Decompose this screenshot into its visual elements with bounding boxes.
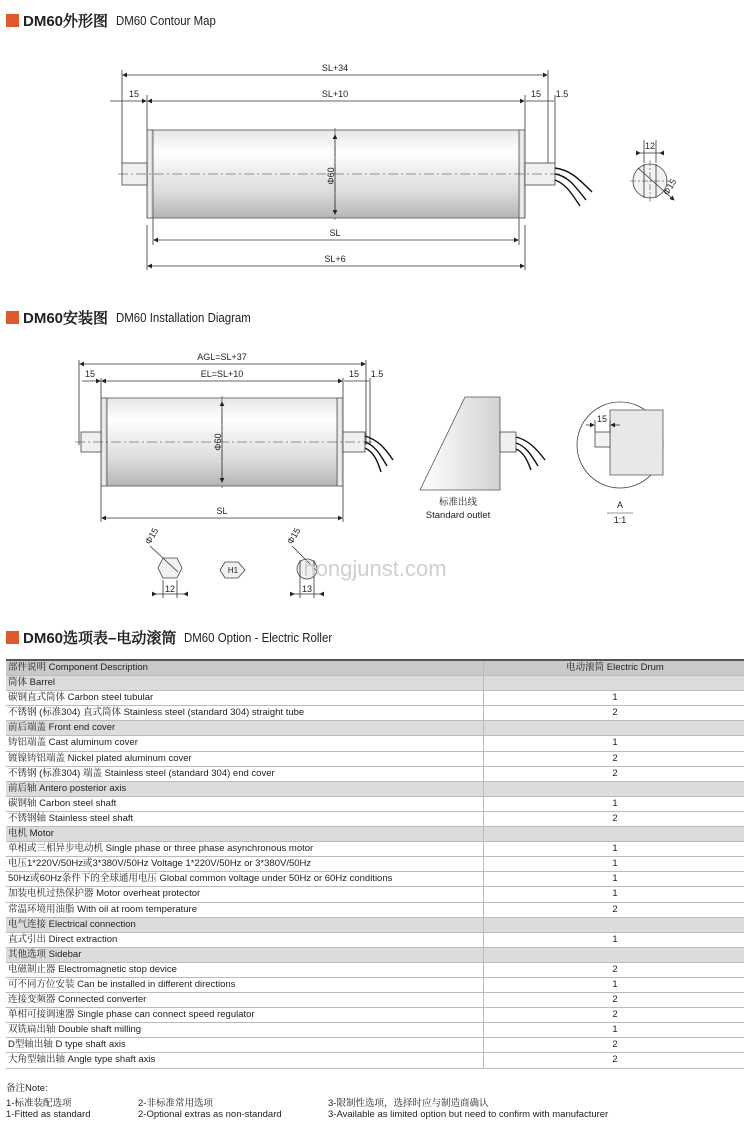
row-value: 2	[484, 993, 745, 1008]
section1-width: 12	[164, 584, 176, 594]
row-description: 单相或三相异步电动机 Single phase or three phase asynchronous motor	[6, 842, 484, 857]
table-row	[6, 962, 744, 977]
outlet-label-cn: 标准出线	[438, 497, 478, 508]
note-en-2: 2-Optional extras as non-standard	[138, 1109, 282, 1120]
row-value: 2	[484, 811, 745, 826]
dim-phi60: Φ60	[326, 167, 336, 185]
table-row	[6, 796, 744, 811]
table-group-row	[6, 917, 744, 932]
row-value: 2	[484, 902, 745, 917]
header-description: 部件说明 Component Description	[6, 660, 484, 676]
row-description: 不锈钢 (标准304) 直式筒体 Stainless steel (standard 304) straight tube	[6, 706, 484, 721]
table-row	[6, 691, 744, 706]
row-value: 2	[484, 1038, 745, 1053]
header-electric-drum: 电动滚筒 Electric Drum	[484, 660, 745, 676]
dim-sl6: SL+6	[324, 254, 346, 264]
detail-scale: 1:1	[613, 515, 627, 525]
row-description: 其他选项 Sidebar	[6, 947, 484, 962]
table-row	[6, 811, 744, 826]
row-description: 常温环境用油脂 With oil at room temperature	[6, 902, 484, 917]
section-title-en: DM60 Contour Map	[116, 13, 216, 28]
row-description: 筒体 Barrel	[6, 676, 484, 691]
table-row	[6, 736, 744, 751]
table-group-row	[6, 781, 744, 796]
row-value: 1	[484, 842, 745, 857]
table-row	[6, 857, 744, 872]
row-description: 电气连接 Electrical connection	[6, 917, 484, 932]
row-description: 大角型轴出轴 Angle type shaft axis	[6, 1053, 484, 1068]
row-description: 碳钢轴 Carbon steel shaft	[6, 796, 484, 811]
notes-title: 备注Note:	[6, 1083, 48, 1094]
section1-phi15: Φ15	[143, 526, 161, 546]
section-title-cn: DM60安装图	[23, 310, 109, 327]
section3-width: 13	[301, 584, 313, 594]
note-en-3: 3-Available as limited option but need to confirm with manufacturer	[328, 1109, 609, 1120]
row-description: 电压1*220V/50Hz或3*380V/50Hz Voltage 1*220V/50Hz or 3*380V/50Hz	[6, 857, 484, 872]
dim-sl: SL	[329, 228, 341, 238]
row-description: 电机 Motor	[6, 827, 484, 842]
dim-sl10: SL+10	[321, 89, 349, 99]
table-group-row	[6, 721, 744, 736]
table-group-row	[6, 827, 744, 842]
dim-phi60: Φ60	[213, 433, 223, 451]
row-value: 1	[484, 887, 745, 902]
table-group-row	[6, 947, 744, 962]
dim-phi15: Φ15	[661, 177, 679, 197]
detail-dim-15: 15	[596, 414, 608, 424]
row-value: 2	[484, 706, 745, 721]
section3-phi15: Φ15	[285, 526, 303, 546]
table-row	[6, 887, 744, 902]
table-row	[6, 706, 744, 721]
table-row	[6, 902, 744, 917]
row-description: 直式引出 Direct extraction	[6, 932, 484, 947]
row-value	[484, 827, 745, 842]
row-value: 1	[484, 1023, 745, 1038]
table-body	[6, 676, 744, 1068]
table-row	[6, 932, 744, 947]
notes-row-en	[6, 1109, 746, 1120]
dim-15-right: 15	[530, 89, 542, 99]
row-description: 铸铝端盖 Cast aluminum cover	[6, 736, 484, 751]
section-title-en: DM60 Option - Electric Roller	[184, 630, 333, 645]
row-value: 1	[484, 977, 745, 992]
note-cn-3: 3-限制性选项，选择时应与制造商确认	[328, 1098, 489, 1109]
row-description: 连接变频器 Connected converter	[6, 993, 484, 1008]
notes	[6, 1080, 746, 1120]
table-row	[6, 872, 744, 887]
dim-15-right: 15	[348, 369, 360, 379]
row-description: 碳钢直式筒体 Carbon steel tubular	[6, 691, 484, 706]
table-row	[6, 1008, 744, 1023]
table-row	[6, 993, 744, 1008]
row-value	[484, 781, 745, 796]
table-row	[6, 751, 744, 766]
note-cn-1: 1-标准装配选项	[6, 1098, 72, 1109]
row-description: 电磁制止器 Electromagnetic stop device	[6, 962, 484, 977]
dim-agl: AGL=SL+37	[197, 352, 247, 362]
row-value: 1	[484, 691, 745, 706]
row-value: 2	[484, 751, 745, 766]
row-value	[484, 947, 745, 962]
row-value: 2	[484, 1053, 745, 1068]
dim-12: 12	[644, 141, 656, 151]
row-value: 1	[484, 932, 745, 947]
watermark: hongjunst.com	[303, 556, 447, 581]
row-description: 50Hz或60Hz条件下的全球通用电压 Global common voltage under 50Hz or 60Hz conditions	[6, 872, 484, 887]
row-value: 1	[484, 796, 745, 811]
row-value	[484, 676, 745, 691]
table-row	[6, 1038, 744, 1053]
detail-label-a: A	[616, 500, 624, 510]
row-description: 可不同方位安装 Can be installed in different directions	[6, 977, 484, 992]
section-title-en: DM60 Installation Diagram	[116, 310, 251, 325]
section-title-cn: DM60外形图	[23, 13, 109, 30]
outlet-label-en: Standard outlet	[425, 510, 491, 521]
row-description: D型轴出轴 D type shaft axis	[6, 1038, 484, 1053]
row-description: 前后端盖 Front end cover	[6, 721, 484, 736]
row-description: 双铣扁出轴 Double shaft milling	[6, 1023, 484, 1038]
table-group-row	[6, 676, 744, 691]
dim-15-left: 15	[84, 369, 96, 379]
row-value	[484, 721, 745, 736]
row-value: 2	[484, 766, 745, 781]
section-title-cn: DM60选项表–电动滚筒	[23, 630, 177, 647]
dim-1-5: 1.5	[370, 369, 384, 379]
table-header-row	[6, 660, 744, 676]
row-value: 1	[484, 872, 745, 887]
table-row	[6, 1053, 744, 1068]
dim-sl: SL	[216, 506, 228, 516]
option-table	[6, 659, 744, 1069]
row-description: 单相可接调速器 Single phase can connect speed regulator	[6, 1008, 484, 1023]
notes-row-cn	[6, 1095, 746, 1109]
row-description: 镀镍铸铝端盖 Nickel plated aluminum cover	[6, 751, 484, 766]
table-row	[6, 977, 744, 992]
dim-1-5: 1.5	[555, 89, 569, 99]
section2-label: H1	[227, 566, 239, 575]
row-description: 前后轴 Antero posterior axis	[6, 781, 484, 796]
dim-sl34: SL+34	[321, 63, 349, 73]
row-description: 不锈钢 (标准304) 端盖 Stainless steel (standard 304) end cover	[6, 766, 484, 781]
note-en-1: 1-Fitted as standard	[6, 1109, 91, 1120]
table-row	[6, 766, 744, 781]
dim-el: EL=SL+10	[200, 369, 244, 379]
row-value	[484, 917, 745, 932]
row-value: 2	[484, 1008, 745, 1023]
note-cn-2: 2-非标准常用选项	[138, 1098, 213, 1109]
row-description: 不锈钢轴 Stainless steel shaft	[6, 811, 484, 826]
row-value: 1	[484, 736, 745, 751]
row-description: 加装电机过热保护器 Motor overheat protector	[6, 887, 484, 902]
table-row	[6, 842, 744, 857]
table-row	[6, 1023, 744, 1038]
contour-drawing	[110, 70, 674, 270]
row-value: 2	[484, 962, 745, 977]
row-value: 1	[484, 857, 745, 872]
dim-15-left: 15	[128, 89, 140, 99]
